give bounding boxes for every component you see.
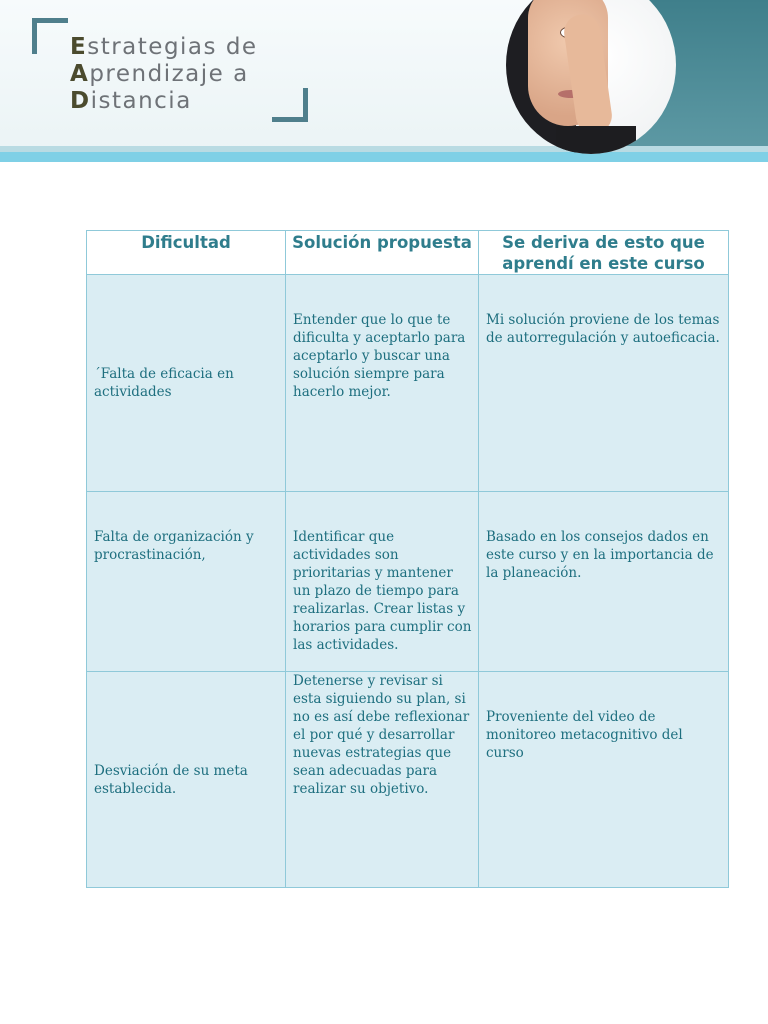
cell-deriva: Basado en los consejos dados en este curso y en la importancia de la planeación. bbox=[479, 492, 729, 672]
cell-dificultad: Desviación de su meta establecida. bbox=[87, 672, 286, 888]
banner-accent-bar bbox=[0, 152, 768, 162]
header-dificultad: Dificultad bbox=[87, 231, 286, 275]
strategies-table-container bbox=[86, 230, 728, 888]
cell-solucion: Identificar que actividades son prioritarias y mantener un plazo de tiempo para realizarlas. Crear listas y horarios para cumplir con las actividades. bbox=[286, 492, 479, 672]
cell-solucion: Detenerse y revisar si esta siguiendo su plan, si no es así debe reflexionar el por qué y desarrollar nuevas estrategias que sean adecuadas para realizar su objetivo. bbox=[286, 672, 479, 888]
logo-line-1: Estrategias de bbox=[70, 34, 258, 60]
table-row bbox=[87, 492, 729, 672]
table-row bbox=[87, 672, 729, 888]
table-header-row bbox=[87, 231, 729, 275]
cell-deriva: Mi solución proviene de los temas de autorregulación y autoeficacia. bbox=[479, 275, 729, 492]
table-row bbox=[87, 275, 729, 492]
cell-solucion: Entender que lo que te dificulta y aceptarlo para aceptarlo y buscar una solución siempre para hacerlo mejor. bbox=[286, 275, 479, 492]
strategies-table bbox=[86, 230, 729, 888]
header-deriva: Se deriva de esto que aprendí en este curso bbox=[479, 231, 729, 275]
logo-line-3: Distancia bbox=[70, 88, 192, 114]
logo-line-2: Aprendizaje a bbox=[70, 61, 249, 87]
photo-sleeve bbox=[556, 126, 636, 154]
cell-dificultad: ´Falta de eficacia en actividades bbox=[87, 275, 286, 492]
logo-title bbox=[70, 34, 258, 115]
header-banner bbox=[0, 0, 768, 162]
cell-dificultad: Falta de organización y procrastinación, bbox=[87, 492, 286, 672]
cell-deriva: Proveniente del video de monitoreo metacognitivo del curso bbox=[479, 672, 729, 888]
header-solucion: Solución propuesta bbox=[286, 231, 479, 275]
bracket-bottom-right-decoration bbox=[272, 88, 308, 122]
bracket-top-left-decoration bbox=[32, 18, 68, 54]
